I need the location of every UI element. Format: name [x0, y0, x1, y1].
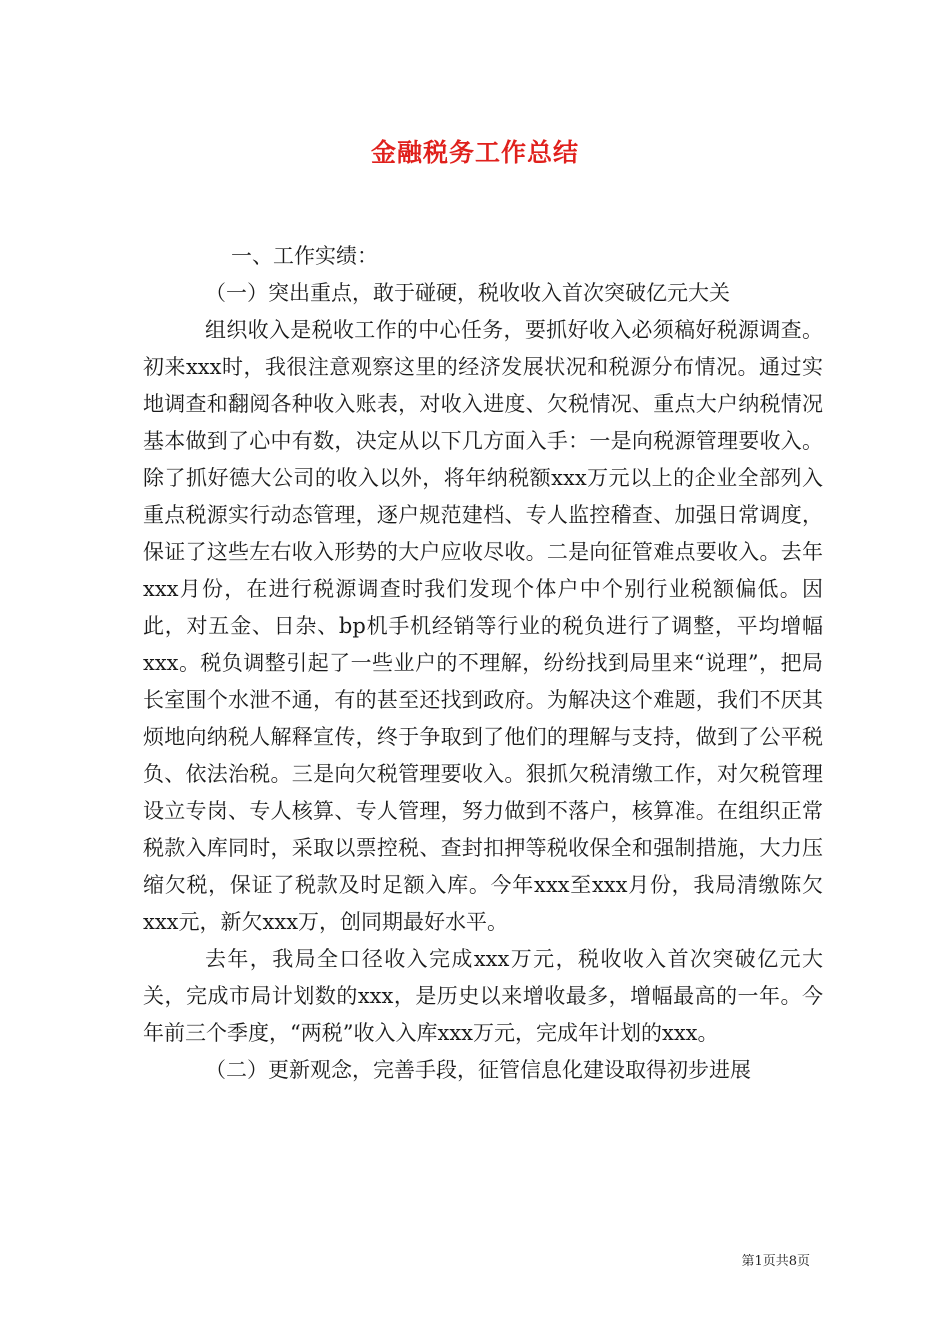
section-heading: 一、工作实绩：	[231, 244, 378, 268]
subheading-two: （二）更新观念，完善手段，征管信息化建设取得初步进展	[205, 1058, 751, 1082]
paragraph-two: 去年，我局全口径收入完成xxx万元，税收收入首次突破亿元大关，完成市局计划数的xxx，是历史以来增收最多，增幅最高的一年。今年前三个季度，“两税”收入入库xxx万元，完成年计划的xxx。	[143, 947, 823, 1045]
document-title: 金融税务工作总结	[370, 138, 579, 167]
paragraph-one: 组织收入是税收工作的中心任务，要抓好收入必须稿好税源调查。初来xxx时，我很注意观察这里的经济发展状况和税源分布情况。通过实地调查和翻阅各种收入账表，对收入进度、欠税情况、重点大户纳税情况基本做到了心中有数，决定从以下几方面入手：一是向税源管理要收入。除了抓好德大公司的收入以外，将年纳税额xxx万元以上的企业全部列入重点税源实行动态管理，逐户规范建档、专人监控稽查、加强日常调度，保证了这些左右收入形势的大户应收尽收。二是向征管难点要收入。去年xxx月份，在进行税源调查时我们发现个体户中个别行业税额偏低。因此，对五金、日杂、bp机手机经销等行业的税负进行了调整，平均增幅xxx。税负调整引起了一些业户的不理解，纷纷找到局里来“说理”，把局长室围个水泄不通，有的甚至还找到政府。为解决这个难题，我们不厌其烦地向纳税人解释宣传，终于争取到了他们的理解与支持，做到了公平税负、依法治税。三是向欠税管理要收入。狠抓欠税清缴工作，对欠税管理设立专岗、专人核算、专人管理，努力做到不落户，核算准。在组织正常税款入库同时，采取以票控税、查封扣押等税收保全和强制措施，大力压缩欠税，保证了税款及时足额入库。今年xxx至xxx月份，我局清缴陈欠xxx元，新欠xxx万，创同期最好水平。	[143, 318, 823, 934]
page-number: 第1页共8页	[741, 1254, 810, 1269]
document-body	[143, 238, 823, 1089]
subheading-one: （一）突出重点，敢于碰硬，税收收入首次突破亿元大关	[205, 281, 730, 305]
